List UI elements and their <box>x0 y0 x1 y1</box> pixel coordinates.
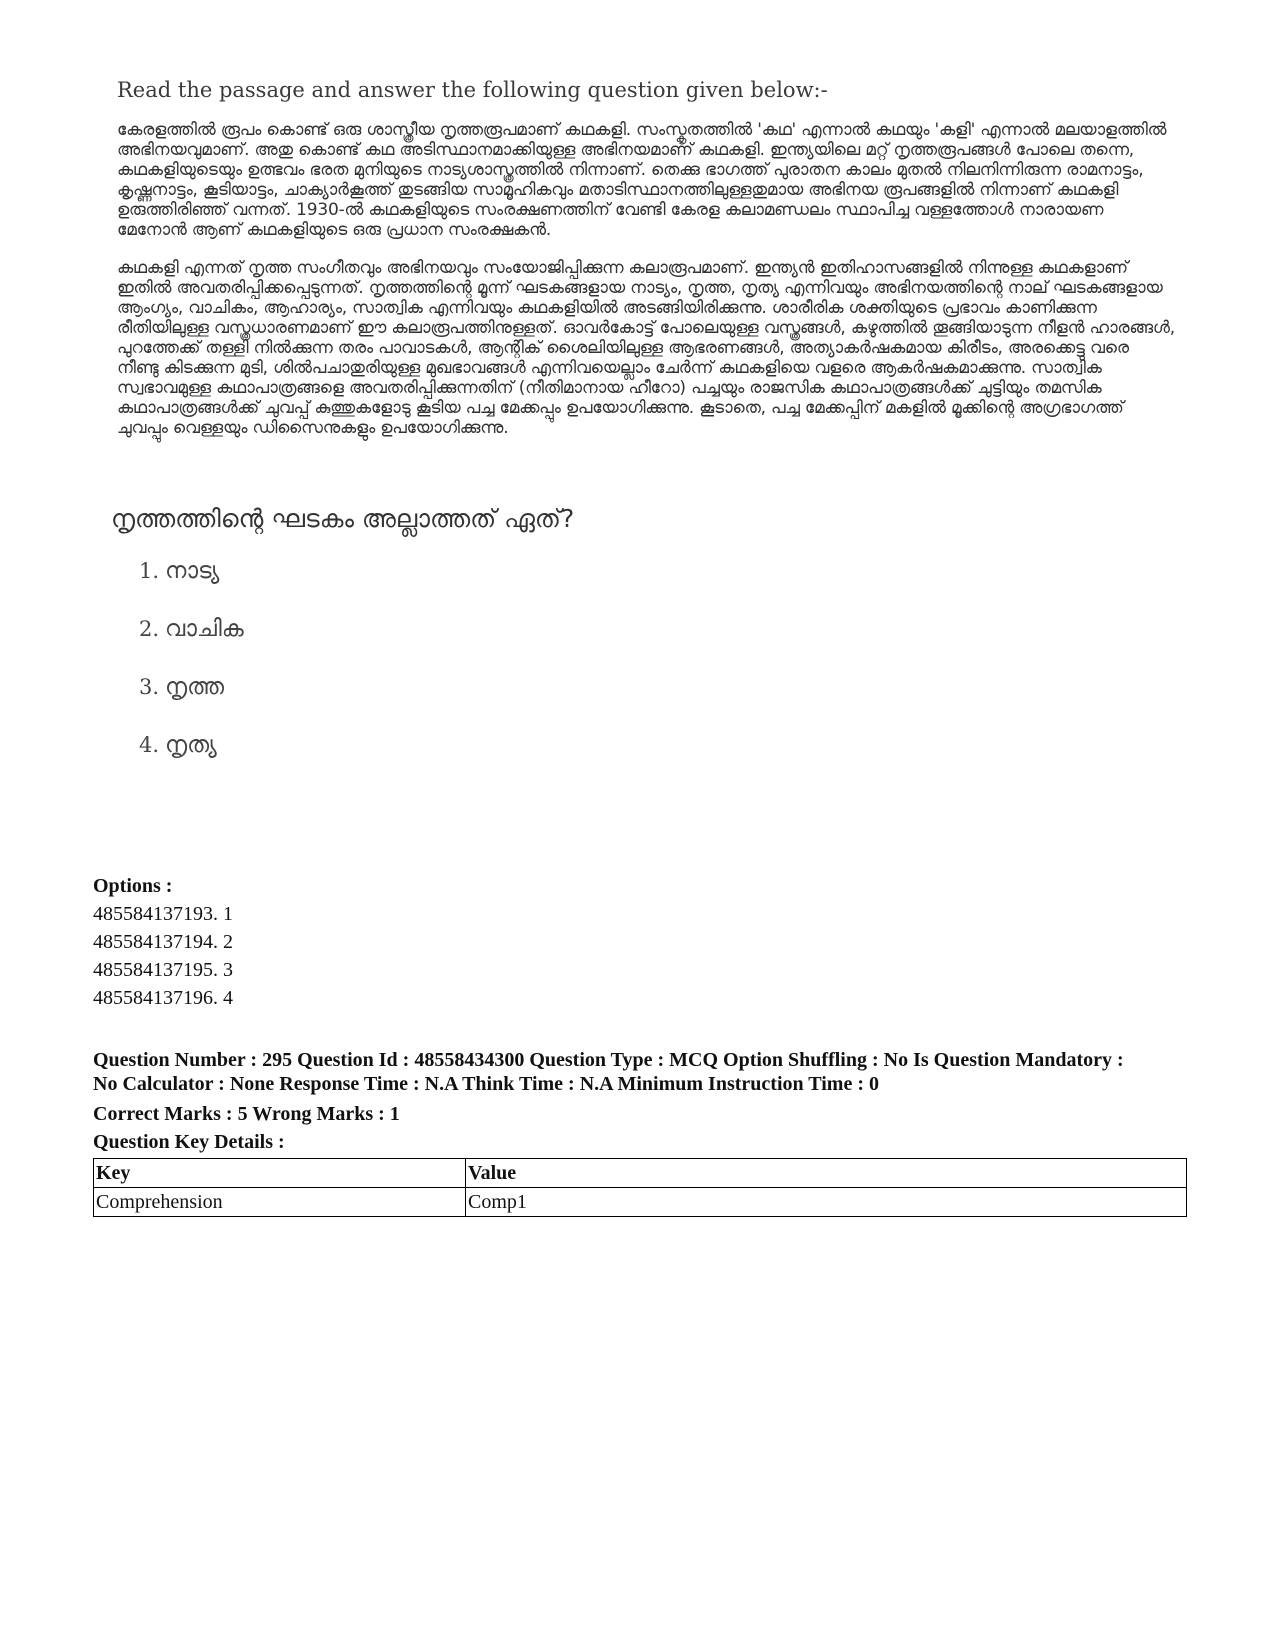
question-meta <box>93 872 1193 1217</box>
option-id-4: 485584137196. 4 <box>93 987 233 1009</box>
option-id-2: 485584137194. 2 <box>93 931 233 953</box>
table-cell-key: Comprehension <box>94 1188 466 1217</box>
options-label: Options : <box>93 875 173 897</box>
table-header-value: Value <box>466 1159 1187 1188</box>
passage-image <box>105 70 1185 870</box>
question-choices <box>139 554 1185 786</box>
table-header-key: Key <box>94 1159 466 1188</box>
choice-3: 3. നൃത്ത <box>139 674 225 700</box>
option-id-1: 485584137193. 1 <box>93 903 233 925</box>
table-header-row <box>94 1159 1187 1188</box>
option-id-3: 485584137195. 3 <box>93 959 233 981</box>
details-line-2: No Calculator : None Response Time : N.A Think Time : N.A Minimum Instruction Time : 0 <box>93 1073 879 1095</box>
choice-2: 2. വാചിക <box>139 616 244 642</box>
passage-paragraph-1: കേരളത്തിൽ രൂപം കൊണ്ട് ഒരു ശാസ്ത്രീയ നൃത്തരൂപമാണ് കഥകളി. സംസ്കൃതത്തിൽ 'കഥ' എന്നാൽ കഥയും 'കളി' എന്നാൽ മലയാളത്തിൽ അഭിനയവുമാണ്. അതു കൊണ്ട് കഥ അടിസ്ഥാനമാക്കിയുള്ള അഭിനയമാണ് കഥകളി. ഇന്ത്യയിലെ മറ്റ് നൃത്തരൂപങ്ങൾ പോലെ തന്നെ, കഥകളിയുടെയും ഉത്ഭവം ഭരത മുനിയുടെ നാട്യശാസ്ത്രത്തിൽ നിന്നാണ്. തെക്കു ഭാഗത്ത് പുരാതന കാലം മുതൽ നിലനിന്നിരുന്ന രാമനാട്ടം, കൃഷ്ണനാട്ടം, കൂടിയാട്ടം, ചാക്യാർകൂത്ത് തുടങ്ങിയ സാമൂഹികവും മതാടിസ്ഥാനത്തിലുള്ളതുമായ അഭിനയ രൂപങ്ങളിൽ നിന്നാണ് കഥകളി ഉരുത്തിരിഞ്ഞ് വന്നത്. 1930-ൽ കഥകളിയുടെ സംരക്ഷണത്തിന് വേണ്ടി കേരള കലാമണ്ഡലം സ്ഥാപിച്ച വള്ളത്തോൾ നാരായണ മേനോൻ ആണ് കഥകളിയുടെ ഒരു പ്രധാന സംരക്ഷകൻ. <box>117 120 1167 240</box>
marks-line: Correct Marks : 5 Wrong Marks : 1 <box>93 1103 400 1125</box>
question-details <box>93 1048 1193 1096</box>
table-row <box>94 1188 1187 1217</box>
key-details-table <box>93 1158 1187 1217</box>
passage-heading: Read the passage and answer the following question given below:- <box>117 78 828 102</box>
key-details-label: Question Key Details : <box>93 1131 285 1153</box>
choice-1: 1. നാട്യ <box>139 558 220 584</box>
table-cell-value: Comp1 <box>466 1188 1187 1217</box>
question-text: നൃത്തത്തിന്റെ ഘടകം അല്ലാത്തത് ഏത്? <box>111 504 575 533</box>
passage-paragraph-2: കഥകളി എന്നത് നൃത്ത സംഗീതവും അഭിനയവും സംയോജിപ്പിക്കുന്ന കലാരൂപമാണ്. ഇന്ത്യൻ ഇതിഹാസങ്ങളിൽ നിന്നുള്ള കഥകളാണ് ഇതിൽ അവതരിപ്പിക്കപ്പെടുന്നത്. നൃത്തത്തിന്റെ മൂന്ന് ഘടകങ്ങളായ നാട്യം, നൃത്ത, നൃത്യ എന്നിവയും അഭിനയത്തിന്റെ നാല് ഘടകങ്ങളായ ആംഗ്യം, വാചികം, ആഹാര്യം, സാത്വിക എന്നിവയും കഥകളിയിൽ അടങ്ങിയിരിക്കുന്നു. ശാരീരിക ശക്തിയുടെ പ്രഭാവം കാണിക്കുന്ന രീതിയിലുള്ള വസ്ത്രധാരണമാണ് ഈ കലാരൂപത്തിനുള്ളത്. ഓവർകോട്ട് പോലെയുള്ള വസ്ത്രങ്ങൾ, കഴുത്തിൽ തൂങ്ങിയാടുന്ന നീളൻ ഹാരങ്ങൾ, പുറത്തേക്ക് തള്ളി നിൽക്കുന്ന തരം പാവാടകൾ, ആന്റിക് ശൈലിയിലുള്ള ആഭരണങ്ങൾ, അത്യാകർഷകമായ കിരീടം, അരക്കെട്ടു വരെ നീണ്ടു കിടക്കുന്ന മുടി, ശിൽപചാതുരിയുള്ള മുഖഭാവങ്ങൾ എന്നിവയെല്ലാം ചേർന്ന് കഥകളിയെ വളരെ ആകർഷകമാക്കുന്നു. സാത്വിക സ്വഭാവമുള്ള കഥാപാത്രങ്ങളെ അവതരിപ്പിക്കുന്നതിന് (നീതിമാനായ ഹീറോ) പച്ചയും രാജസിക കഥാപാത്രങ്ങൾക്ക് ചുട്ടിയും തമസിക കഥാപാത്രങ്ങൾക്ക് ചുവപ്പ് കുത്തുകളോടു കൂടിയ പച്ച മേക്കപ്പും ഉപയോഗിക്കുന്നു. കൂടാതെ, പച്ച മേക്കപ്പിന് മകളിൽ മൂക്കിന്റെ അഗ്രഭാഗത്ത് ചുവപ്പും വെള്ളയും ഡിസൈനുകളും ഉപയോഗിക്കുന്നു. <box>117 258 1175 438</box>
choice-4: 4. നൃത്യ <box>139 732 217 758</box>
details-line-1: Question Number : 295 Question Id : 48558434300 Question Type : MCQ Option Shuffling : No Is Question Mandatory : <box>93 1049 1124 1071</box>
